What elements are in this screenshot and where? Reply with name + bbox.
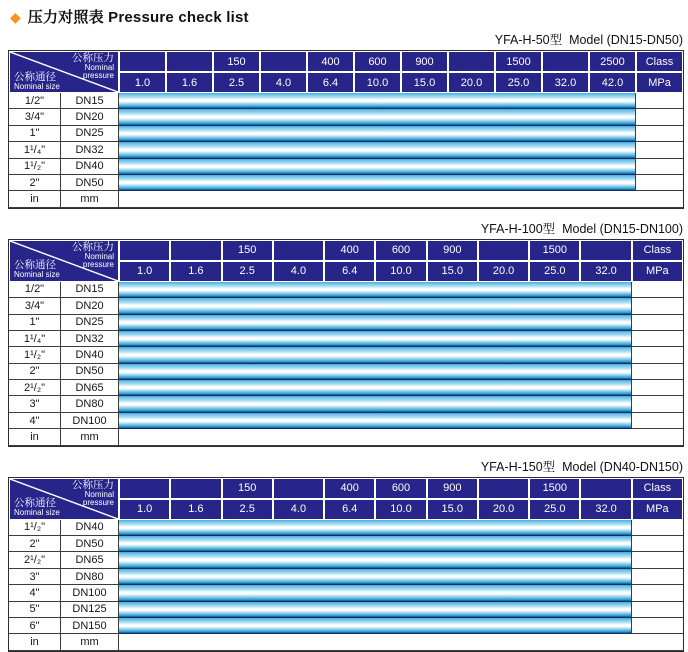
mpa-value-header: 32.0 (580, 499, 631, 520)
mpa-value-header: 1.6 (170, 261, 221, 282)
unit-inch-cell: in (9, 634, 61, 650)
class-rating-header (448, 51, 495, 72)
mpa-value-header: 4.0 (260, 72, 307, 93)
mpa-value-header: 2.5 (222, 261, 273, 282)
pressure-band (119, 396, 632, 412)
pressure-band (119, 126, 636, 142)
size-dn-cell: DN32 (61, 142, 119, 158)
mpa-value-header: 32.0 (542, 72, 589, 93)
mpa-value-header: 15.0 (427, 261, 478, 282)
mpa-value-header: 10.0 (354, 72, 401, 93)
class-rating-header: 400 (324, 478, 375, 499)
pressure-band (119, 536, 632, 552)
mpa-value-header: 25.0 (529, 261, 580, 282)
unit-mm-cell: mm (61, 191, 119, 207)
size-dn-cell: DN15 (61, 93, 119, 109)
size-dn-cell: DN25 (61, 126, 119, 142)
class-rating-header: 900 (427, 240, 478, 261)
pressure-band (119, 364, 632, 380)
class-rating-header: 900 (401, 51, 448, 72)
class-rating-header (580, 478, 631, 499)
pressure-band (119, 552, 632, 568)
pressure-table-3 (8, 477, 684, 652)
nominal-pressure-label (72, 480, 114, 508)
class-value-cell (636, 126, 683, 142)
model-label: YFA-H-100型 Model (DN15-DN100) (480, 221, 683, 236)
size-dn-cell: DN20 (61, 109, 119, 125)
nominal-pressure-en2: pressure (82, 71, 114, 81)
pressure-band (119, 347, 632, 363)
nominal-pressure-en2: pressure (82, 498, 114, 508)
nominal-pressure-en2: pressure (82, 260, 114, 270)
size-inch-cell: 1¹/₂" (9, 347, 61, 363)
size-dn-cell: DN40 (61, 347, 119, 363)
mpa-value-header: 15.0 (401, 72, 448, 93)
mpa-value-header: 6.4 (324, 499, 375, 520)
class-value-cell (632, 364, 683, 380)
mpa-value-header: 1.0 (119, 499, 170, 520)
nominal-size-label (14, 260, 60, 279)
size-inch-cell: 1¹/₂" (9, 520, 61, 536)
size-inch-cell: 1/2" (9, 93, 61, 109)
title-text: 压力对照表 Pressure check list (27, 9, 249, 26)
mpa-value-header: 10.0 (375, 261, 426, 282)
pressure-table-block (8, 457, 684, 652)
mpa-column-header: MPa (632, 499, 683, 520)
mpa-value-header: 6.4 (307, 72, 354, 93)
class-value-cell (632, 282, 683, 298)
size-dn-cell: DN15 (61, 282, 119, 298)
pressure-band (119, 175, 636, 191)
nominal-size-en: Nominal size (14, 270, 60, 280)
size-dn-cell: DN80 (61, 396, 119, 412)
class-rating-header: 2500 (589, 51, 636, 72)
class-rating-header: 1500 (495, 51, 542, 72)
size-dn-cell: DN50 (61, 175, 119, 191)
pressure-band (119, 413, 632, 429)
mpa-value-header: 10.0 (375, 499, 426, 520)
size-inch-cell: 1" (9, 126, 61, 142)
class-value-cell (632, 413, 683, 429)
mpa-value-header: 15.0 (427, 499, 478, 520)
class-value-cell (632, 347, 683, 363)
pressure-table-2 (8, 239, 684, 447)
class-rating-header (478, 478, 529, 499)
unit-row-filler (119, 429, 683, 445)
nominal-pressure-en1: Nominal (84, 63, 114, 73)
nominal-size-cn: 公称通径 (14, 70, 56, 83)
class-value-cell (632, 380, 683, 396)
class-rating-header (170, 478, 221, 499)
page-title (10, 6, 684, 27)
class-rating-header (166, 51, 213, 72)
mpa-value-header: 20.0 (478, 261, 529, 282)
class-rating-header (273, 240, 324, 261)
size-dn-cell: DN65 (61, 552, 119, 568)
mpa-value-header: 25.0 (529, 499, 580, 520)
model-label: YFA-H-50型 Model (DN15-DN50) (494, 33, 683, 47)
class-rating-header (119, 478, 170, 499)
class-rating-header: 150 (222, 240, 273, 261)
model-label: YFA-H-150型 Model (DN40-DN150) (480, 459, 683, 474)
mpa-value-header: 20.0 (478, 499, 529, 520)
unit-inch-cell: in (9, 429, 61, 445)
mpa-value-header: 4.0 (273, 261, 324, 282)
size-dn-cell: DN65 (61, 380, 119, 396)
class-rating-header (542, 51, 589, 72)
unit-row-filler (119, 634, 683, 650)
nominal-size-label (14, 498, 60, 517)
size-inch-cell: 4" (9, 413, 61, 429)
nominal-pressure-cn: 公称压力 (72, 240, 114, 253)
nominal-size-cn: 公称通径 (14, 497, 56, 510)
pressure-band (119, 142, 636, 158)
tables-container (8, 30, 684, 652)
class-value-cell (632, 569, 683, 585)
mpa-value-header: 1.6 (166, 72, 213, 93)
size-dn-cell: DN125 (61, 602, 119, 618)
pressure-table-block (8, 219, 684, 447)
size-dn-cell: DN25 (61, 315, 119, 331)
diamond-icon: ◆ (10, 8, 21, 25)
size-inch-cell: 2¹/₂" (9, 380, 61, 396)
size-dn-cell: DN20 (61, 298, 119, 314)
mpa-value-header: 20.0 (448, 72, 495, 93)
mpa-value-header: 2.5 (213, 72, 260, 93)
class-rating-header: 150 (213, 51, 260, 72)
class-rating-header (580, 240, 631, 261)
class-value-cell (632, 552, 683, 568)
unit-inch-cell: in (9, 191, 61, 207)
mpa-value-header: 1.0 (119, 72, 166, 93)
class-rating-header: 400 (324, 240, 375, 261)
size-pressure-corner-header (9, 478, 119, 520)
size-dn-cell: DN32 (61, 331, 119, 347)
size-inch-cell: 1¹/₂" (9, 159, 61, 175)
class-value-cell (632, 602, 683, 618)
pressure-band (119, 331, 632, 347)
size-inch-cell: 3/4" (9, 298, 61, 314)
pressure-band (119, 159, 636, 175)
nominal-pressure-cn: 公称压力 (72, 478, 114, 491)
size-inch-cell: 2" (9, 536, 61, 552)
class-rating-header (119, 51, 166, 72)
mpa-column-header: MPa (632, 261, 683, 282)
class-value-cell (632, 315, 683, 331)
mpa-value-header: 2.5 (222, 499, 273, 520)
size-inch-cell: 6" (9, 618, 61, 634)
class-column-header: Class (636, 51, 683, 72)
nominal-pressure-label (72, 53, 114, 81)
class-rating-header (119, 240, 170, 261)
class-value-cell (632, 396, 683, 412)
mpa-value-header: 1.0 (119, 261, 170, 282)
unit-mm-cell: mm (61, 634, 119, 650)
mpa-value-header: 6.4 (324, 261, 375, 282)
size-dn-cell: DN40 (61, 520, 119, 536)
class-value-cell (636, 93, 683, 109)
pressure-table-1 (8, 50, 684, 209)
pressure-band (119, 109, 636, 125)
class-rating-header (273, 478, 324, 499)
class-rating-header: 1500 (529, 478, 580, 499)
class-rating-header: 400 (307, 51, 354, 72)
class-rating-header (478, 240, 529, 261)
size-dn-cell: DN50 (61, 364, 119, 380)
size-inch-cell: 2" (9, 175, 61, 191)
class-value-cell (636, 175, 683, 191)
class-value-cell (632, 520, 683, 536)
class-value-cell (636, 142, 683, 158)
size-inch-cell: 1" (9, 315, 61, 331)
size-inch-cell: 3" (9, 396, 61, 412)
class-column-header: Class (632, 240, 683, 261)
class-value-cell (636, 159, 683, 175)
unit-row-filler (119, 191, 683, 207)
pressure-band (119, 315, 632, 331)
class-value-cell (636, 109, 683, 125)
nominal-size-label (14, 72, 60, 91)
pressure-band (119, 569, 632, 585)
size-pressure-corner-header (9, 240, 119, 282)
mpa-value-header: 1.6 (170, 499, 221, 520)
class-column-header: Class (632, 478, 683, 499)
pressure-table-block (8, 30, 684, 209)
nominal-pressure-en1: Nominal (84, 251, 114, 261)
class-rating-header: 150 (222, 478, 273, 499)
size-inch-cell: 5" (9, 602, 61, 618)
nominal-size-cn: 公称通径 (14, 259, 56, 272)
class-rating-header (170, 240, 221, 261)
size-inch-cell: 1/2" (9, 282, 61, 298)
size-inch-cell: 4" (9, 585, 61, 601)
size-inch-cell: 3" (9, 569, 61, 585)
size-pressure-corner-header (9, 51, 119, 93)
class-rating-header: 600 (375, 240, 426, 261)
size-inch-cell: 3/4" (9, 109, 61, 125)
nominal-size-en: Nominal size (14, 81, 60, 91)
size-dn-cell: DN150 (61, 618, 119, 634)
class-rating-header (260, 51, 307, 72)
class-rating-header: 900 (427, 478, 478, 499)
size-inch-cell: 1¹/₄" (9, 142, 61, 158)
class-value-cell (632, 331, 683, 347)
class-value-cell (632, 585, 683, 601)
class-value-cell (632, 618, 683, 634)
pressure-band (119, 380, 632, 396)
nominal-size-en: Nominal size (14, 508, 60, 518)
size-inch-cell: 1¹/₄" (9, 331, 61, 347)
pressure-band (119, 282, 632, 298)
size-inch-cell: 2" (9, 364, 61, 380)
nominal-pressure-en1: Nominal (84, 489, 114, 499)
class-value-cell (632, 298, 683, 314)
unit-mm-cell: mm (61, 429, 119, 445)
class-rating-header: 600 (354, 51, 401, 72)
class-rating-header: 1500 (529, 240, 580, 261)
size-dn-cell: DN50 (61, 536, 119, 552)
pressure-band (119, 585, 632, 601)
class-rating-header: 600 (375, 478, 426, 499)
nominal-pressure-cn: 公称压力 (72, 52, 114, 64)
size-inch-cell: 2¹/₂" (9, 552, 61, 568)
pressure-band (119, 618, 632, 634)
pressure-band (119, 602, 632, 618)
mpa-value-header: 4.0 (273, 499, 324, 520)
pressure-band (119, 93, 636, 109)
mpa-column-header: MPa (636, 72, 683, 93)
pressure-band (119, 520, 632, 536)
pressure-band (119, 298, 632, 314)
mpa-value-header: 25.0 (495, 72, 542, 93)
mpa-value-header: 32.0 (580, 261, 631, 282)
nominal-pressure-label (72, 242, 114, 270)
mpa-value-header: 42.0 (589, 72, 636, 93)
size-dn-cell: DN100 (61, 585, 119, 601)
size-dn-cell: DN100 (61, 413, 119, 429)
size-dn-cell: DN40 (61, 159, 119, 175)
size-dn-cell: DN80 (61, 569, 119, 585)
class-value-cell (632, 536, 683, 552)
